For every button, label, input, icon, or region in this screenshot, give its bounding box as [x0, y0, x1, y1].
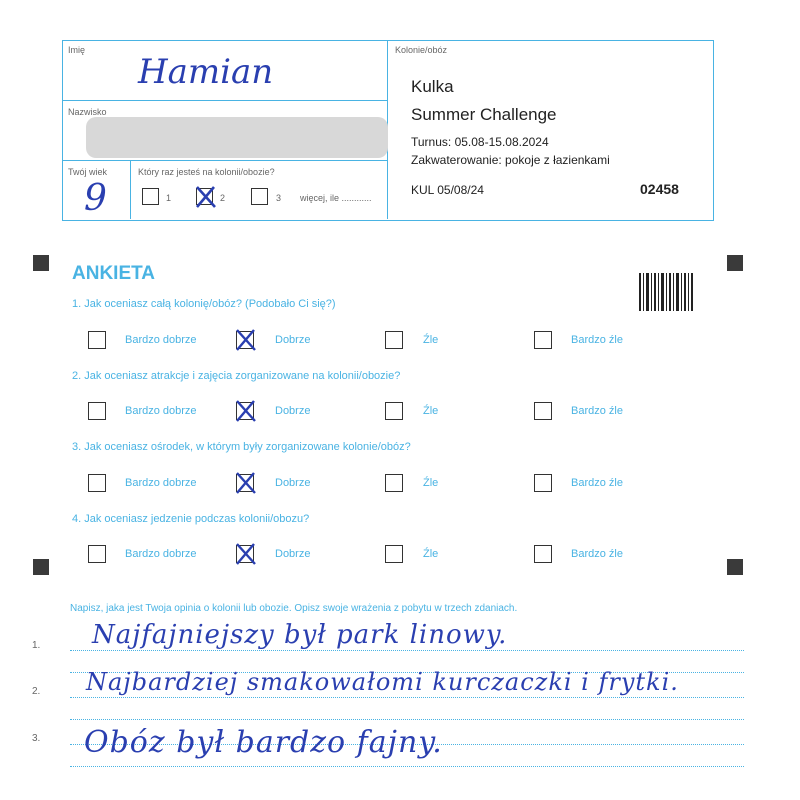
q4-checkbox-dobrze[interactable] [236, 545, 254, 563]
q1-label-dobrze: Dobrze [275, 334, 311, 346]
question-1: 1. Jak oceniasz całą kolonię/obóz? (Podobało Ci się?) [72, 298, 336, 310]
q2-label-dobrze: Dobrze [275, 405, 311, 417]
name-row-line [62, 100, 387, 101]
surname-label: Nazwisko [68, 107, 107, 117]
surname-row-line [62, 160, 387, 161]
name-label: Imię [68, 45, 86, 55]
accommodation: Zakwaterowanie: pokoje z łazienkami [411, 153, 610, 167]
turnus: Turnus: 05.08-15.08.2024 [411, 135, 549, 149]
visit-checkbox-2[interactable] [196, 188, 213, 205]
opinion-prompt: Napisz, jaka jest Twoja opinia o kolonii lub obozie. Opisz swoje wrażenia z pobytu w trzech zdaniach. [70, 603, 518, 614]
question-4: 4. Jak oceniasz jedzenie podczas kolonii/obozu? [72, 513, 310, 525]
registration-marker-br [727, 559, 743, 575]
q4-checkbox-zle[interactable] [385, 545, 403, 563]
camp-name: Kulka [411, 77, 454, 96]
check-x-icon [234, 471, 258, 495]
answer-line-3b [70, 766, 744, 767]
q3-checkbox-bardzo-dobrze[interactable] [88, 474, 106, 492]
check-x-icon [194, 185, 218, 209]
q3-label-bardzo-dobrze: Bardzo dobrze [125, 477, 197, 489]
visit-option-3: 3 [276, 193, 282, 203]
q2-label-bardzo-dobrze: Bardzo dobrze [125, 405, 197, 417]
line-number-3: 3. [32, 733, 41, 744]
q3-label-zle: Źle [423, 477, 439, 489]
line-number-2: 2. [32, 686, 41, 697]
name-value: Hamian [138, 52, 274, 92]
q4-label-dobrze: Dobrze [275, 548, 311, 560]
q4-checkbox-bardzo-zle[interactable] [534, 545, 552, 563]
q3-label-dobrze: Dobrze [275, 477, 311, 489]
barcode-icon [639, 273, 693, 311]
line-number-1: 1. [32, 640, 41, 651]
q1-checkbox-zle[interactable] [385, 331, 403, 349]
surname-redaction [86, 117, 388, 158]
age-divider [130, 160, 131, 219]
camp-subtitle: Summer Challenge [411, 105, 557, 124]
q1-checkbox-dobrze[interactable] [236, 331, 254, 349]
age-value: 9 [84, 178, 107, 219]
registration-marker-tl [33, 255, 49, 271]
visit-option-1: 1 [166, 193, 172, 203]
q1-checkbox-bardzo-dobrze[interactable] [88, 331, 106, 349]
q4-checkbox-bardzo-dobrze[interactable] [88, 545, 106, 563]
check-x-icon [234, 328, 258, 352]
q3-checkbox-dobrze[interactable] [236, 474, 254, 492]
q2-checkbox-dobrze[interactable] [236, 402, 254, 420]
q4-label-zle: Źle [423, 548, 439, 560]
age-label: Twój wiek [68, 167, 108, 177]
check-x-icon [234, 542, 258, 566]
q2-label-zle: Źle [423, 405, 439, 417]
q1-checkbox-bardzo-zle[interactable] [534, 331, 552, 349]
answer-line-2b [70, 719, 744, 720]
q3-label-bardzo-zle: Bardzo źle [571, 477, 623, 489]
visit-checkbox-1[interactable] [142, 188, 159, 205]
check-x-icon [234, 399, 258, 423]
question-3: 3. Jak oceniasz ośrodek, w którym były zorganizowane kolonie/obóz? [72, 441, 411, 453]
q1-label-bardzo-zle: Bardzo źle [571, 334, 623, 346]
q4-label-bardzo-dobrze: Bardzo dobrze [125, 548, 197, 560]
q1-label-bardzo-dobrze: Bardzo dobrze [125, 334, 197, 346]
visit-question: Który raz jesteś na kolonii/obozie? [138, 167, 275, 177]
question-2: 2. Jak oceniasz atrakcje i zajęcia zorganizowane na kolonii/obozie? [72, 370, 401, 382]
visit-more: więcej, ile ............ [300, 193, 372, 203]
camp-code: KUL 05/08/24 [411, 183, 484, 197]
q2-checkbox-bardzo-dobrze[interactable] [88, 402, 106, 420]
q2-checkbox-bardzo-zle[interactable] [534, 402, 552, 420]
visit-option-2: 2 [220, 193, 226, 203]
answer-3: Obóz był bardzo fajny. [84, 725, 443, 760]
registration-marker-bl [33, 559, 49, 575]
q1-label-zle: Źle [423, 334, 439, 346]
answer-line-2 [70, 697, 744, 698]
visit-checkbox-3[interactable] [251, 188, 268, 205]
q4-label-bardzo-zle: Bardzo źle [571, 548, 623, 560]
q2-label-bardzo-zle: Bardzo źle [571, 405, 623, 417]
camp-label: Kolonie/obóz [395, 45, 448, 55]
survey-title: ANKIETA [72, 263, 156, 284]
answer-line-1 [70, 650, 744, 651]
q3-checkbox-zle[interactable] [385, 474, 403, 492]
q3-checkbox-bardzo-zle[interactable] [534, 474, 552, 492]
form-number: 02458 [640, 181, 679, 197]
answer-1: Najfajniejszy był park linowy. [92, 620, 508, 650]
answer-2: Najbardziej smakowałomi kurczaczki i frytki. [86, 668, 679, 696]
q2-checkbox-zle[interactable] [385, 402, 403, 420]
registration-marker-tr [727, 255, 743, 271]
